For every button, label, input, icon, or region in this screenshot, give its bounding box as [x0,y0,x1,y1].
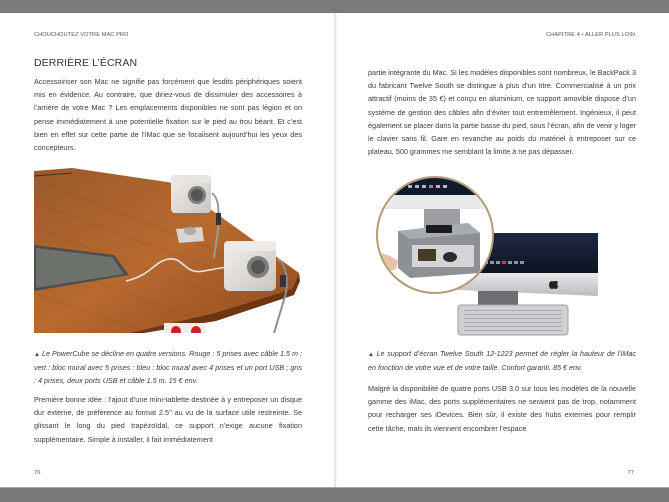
caption-marker-icon: ▲ [34,352,40,358]
section-title: DERRIÈRE L’ÉCRAN [34,57,138,69]
caption-text-right: Le support d’écran Twelve South 12-1223 permet de régler la hauteur de l’iMac en fonction de votre vue et de votre taille. Confort garanti. 85 € env. [368,349,636,372]
right-page [335,13,669,487]
continuation-paragraph-left: Première bonne idée : l’ajout d’une mini-tablette destinée à y entreposer un disque dur externe, de préférence au format 2.5’’ au vu de la surface utile restreinte. Se glissant le long du pied trapézoïdal, ce support n’exige aucune fixation supplémentaire. Simple à installer, il fait immédiatement [34,395,302,444]
caption-text-left: Le PowerCube se décline en quatre versions. Rouge : 5 prises avec câble 1.5 m ; vert : bloc mural avec 5 prises : bleu : bloc mural avec 4 prises et un port USB ; gris : 4 prises, deux ports USB et câble 1.5 m. 15 € env. [34,349,302,385]
caption-marker-icon: ▲ [368,352,375,358]
continuation-paragraph-right: Malgré la disponibilité de quatre ports USB 3.0 sur tous les modèles de la nouvelle gamme des iMac, des ports supplémentaires ne seraient pas de trop, notamment pour recharger ses iDevices. Bien sûr, il existe des hubs externes pour remplir cette tâche, mais ils viennent encombrer l’espace [368,384,636,433]
figure-caption-right [368,348,636,375]
running-head-left: CHOUCHOUTEZ VOTRE MAC PRO [34,32,129,38]
powercube-desk-illustration [34,163,300,333]
intro-paragraph-right: partie intégrante du Mac. Si les modèles disponibles sont nombreux, le BackPack 3 du fabricant Twelve South se distingue à plus d’un titre. Commercialisé à un prix attractif (moins de 35 €) et conçu en aluminium, ce support amovible dispose d’un système de gestion des câbles afin d’éviter tout entremêlement. Ingénieux, il peut également se placer dans la partie basse du pied, sous l’écran, afin de venir y loger le clavier sans fil. Gare en revanche au poids du matériel à entreposer sur ce plateau, 500 grammes me semblant la limite à ne pas dépasser. [368,68,637,157]
page-number-left: 76 [34,470,41,476]
intro-paragraph-left: Accessoiriser son Mac ne signifie pas forcément que lesdits périphériques soient mis en évidence. Au contraire, que diriez-vous de dissimuler des accessoires à l’arrière de votre Mac ? Les emplacements disponibles ne sont pas légion et on pense immédiatement à une potentielle fixation sur le pied au trou béant. Et c’est bien en effet sur cette partie de l’iMac que se focalisent aujourd’hui les yeux des concepteurs. [34,77,302,153]
imac-stand-illustration [368,173,598,338]
book-spread [0,13,669,487]
running-head-right: CHAPITRE 4 • ALLER PLUS LOIN [545,32,635,38]
page-number-right: 77 [627,470,634,476]
powercube-figure [34,163,300,333]
imac-stand-figure [368,173,598,338]
viewer-top-bar [0,0,669,13]
left-page [0,13,335,487]
figure-caption-left [34,348,302,387]
viewer-bottom-bar [0,487,669,502]
